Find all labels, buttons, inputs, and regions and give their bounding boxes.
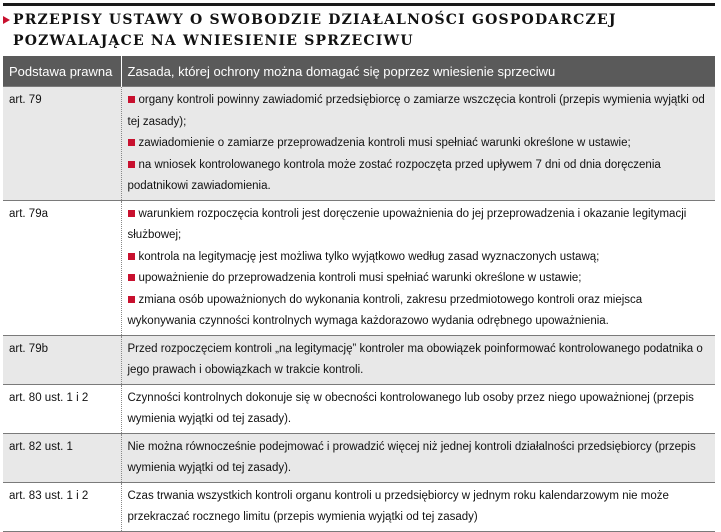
item-text: zmiana osób upoważnionych do wykonania kontroli, zakresu przedmiotowego kontroli oraz miejsca wykonywania czynności kontrolnych wymaga każdorazowo wydania odrębnego upoważnienia. xyxy=(127,293,643,327)
principle-text xyxy=(128,437,710,480)
item-text: zawiadomienie o zamiarze przeprowadzenia kontroli musi spełniać warunki określone w ustawie; xyxy=(138,137,631,149)
legal-basis-cell: art. 82 ust. 1 xyxy=(3,433,121,482)
table-row xyxy=(3,482,715,531)
header-legal-basis: Podstawa prawna xyxy=(3,56,121,87)
bullet-item xyxy=(128,204,710,247)
legal-basis-cell: art. 83 ust. 1 i 2 xyxy=(3,482,121,531)
item-text: kontrola na legitymację jest możliwa tylko wyjątkowo według zasad wyznaczonych ustawą; xyxy=(138,250,600,263)
bullet-item xyxy=(128,155,710,198)
legal-basis-cell: art. 79b xyxy=(3,335,121,384)
item-text: Czynności kontrolnych dokonuje się w obecności kontrolowanego lub osoby przez niego upoważnionej (przepis wymienia wyjątki od tej zasady). xyxy=(127,391,694,425)
table-row xyxy=(3,87,715,201)
red-square-bullet-icon xyxy=(128,161,135,168)
item-text: Przed rozpoczęciem kontroli „na legitymację” kontroler ma obowiązek poinformować kontrolowanego podatnika o jego prawach i obowiązkach w trakcie kontroli. xyxy=(127,342,703,376)
title-line-1: PRZEPISY USTAWY O SWOBODZIE DZIAŁALNOŚCI GOSPODARCZEJ xyxy=(13,12,617,28)
principle-text xyxy=(128,388,710,431)
principle-cell xyxy=(121,335,715,384)
table-row xyxy=(3,335,715,384)
bullet-item xyxy=(128,268,710,290)
item-text: Czas trwania wszystkich kontroli organu kontroli u przedsiębiorcy w jednym roku kalendarzowym nie może przekraczać rocznego limitu (przepis wymienia wyjątki od tej zasady) xyxy=(127,489,669,523)
table-row xyxy=(3,384,715,433)
bullet-item xyxy=(128,290,710,333)
principle-cell xyxy=(121,200,715,335)
red-square-bullet-icon xyxy=(128,296,135,303)
legal-basis-cell: art. 79a xyxy=(3,200,121,335)
bullet-item xyxy=(128,90,710,133)
table-row xyxy=(3,200,715,335)
red-arrow-marker-icon xyxy=(3,16,10,24)
header-principle: Zasada, której ochrony można domagać się poprzez wniesienie sprzeciwu xyxy=(121,56,715,87)
table-row xyxy=(3,433,715,482)
legal-basis-cell: art. 79 xyxy=(3,87,121,201)
bullet-item xyxy=(128,133,710,155)
red-square-bullet-icon xyxy=(128,96,135,103)
item-text: organy kontroli powinny zawiadomić przedsiębiorcę o zamiarze wszczęcia kontroli (przepis wymienia wyjątki od tej zasady); xyxy=(127,94,705,128)
title-line-2: POZWALAJĄCE NA WNIESIENIE SPRZECIWU xyxy=(13,33,414,49)
item-text: warunkiem rozpoczęcia kontroli jest doręczenie upoważnienia do jej przeprowadzenia i okazanie legitymacji służbowej; xyxy=(127,207,687,241)
item-text: na wniosek kontrolowanego kontrola może zostać rozpoczęta przed upływem 7 dni od dnia doręczenia podatnikowi zawiadomienia. xyxy=(127,158,661,192)
provisions-table xyxy=(3,56,715,532)
bullet-item xyxy=(128,247,710,269)
principle-cell xyxy=(121,87,715,201)
red-square-bullet-icon xyxy=(128,139,135,146)
item-text: Nie można równocześnie podejmować i prowadzić więcej niż jednej kontroli działalności przedsiębiorcy (przepis wymienia wyjątki od tej zasady). xyxy=(127,440,696,474)
red-square-bullet-icon xyxy=(128,210,135,217)
principle-cell xyxy=(121,433,715,482)
red-square-bullet-icon xyxy=(128,253,135,260)
item-text: upoważnienie do przeprowadzenia kontroli musi spełniać warunki określone w ustawie; xyxy=(138,272,582,284)
principle-text xyxy=(128,339,710,382)
article-box xyxy=(3,3,715,523)
table-header-row xyxy=(3,56,715,87)
box-title xyxy=(3,6,715,56)
red-square-bullet-icon xyxy=(128,274,135,281)
principle-cell xyxy=(121,384,715,433)
legal-basis-cell: art. 80 ust. 1 i 2 xyxy=(3,384,121,433)
principle-cell xyxy=(121,482,715,531)
